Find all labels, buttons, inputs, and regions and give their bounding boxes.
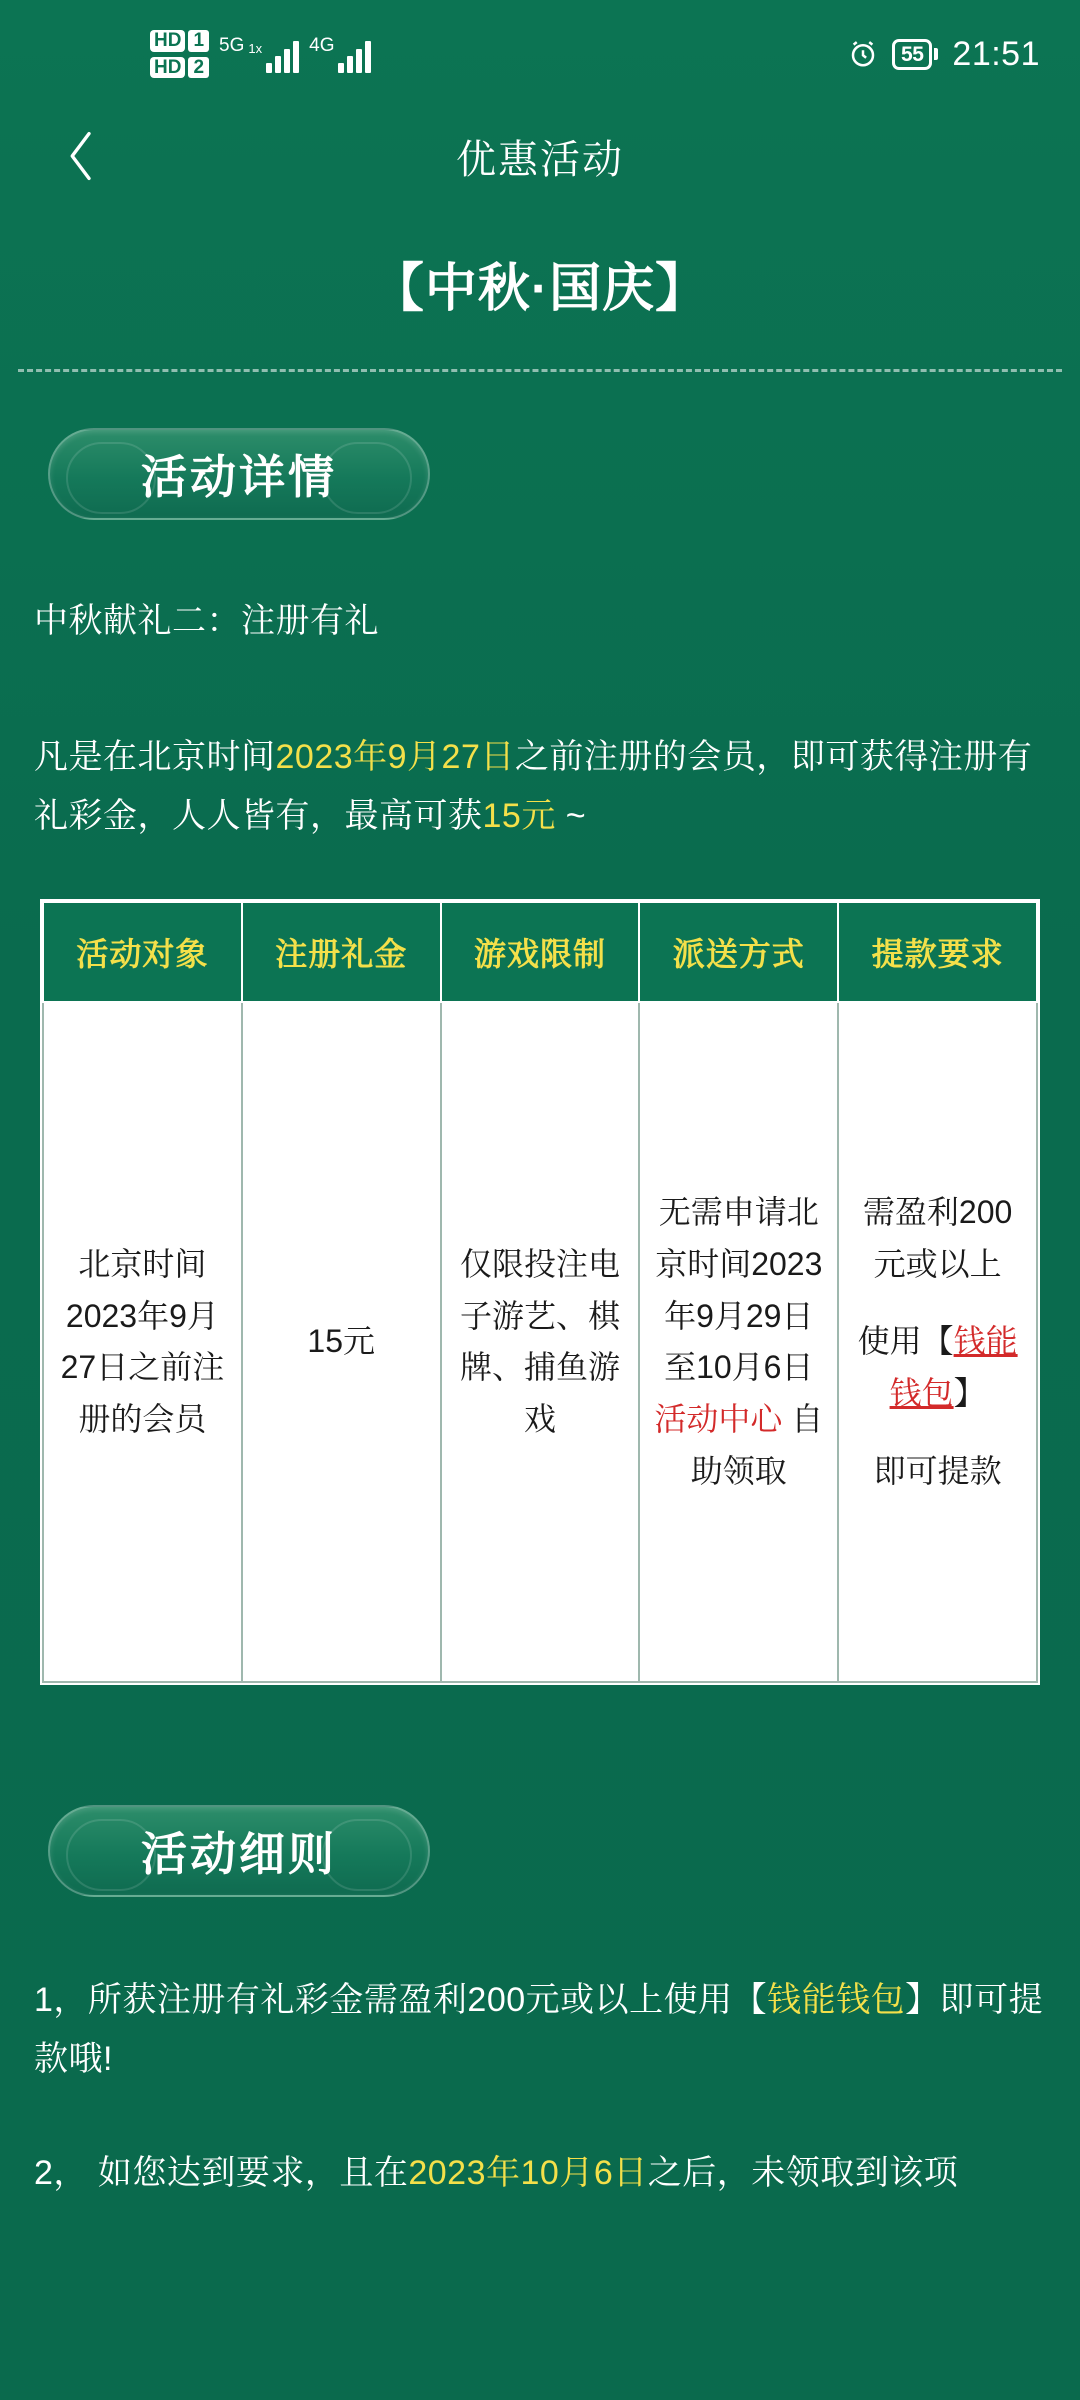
- cell-game-limit: 仅限投注电子游艺、棋牌、捕鱼游戏: [441, 1002, 640, 1682]
- hd-badge-1: [150, 30, 209, 52]
- detail-intro-part3: ~: [555, 796, 587, 835]
- page-title: 优惠活动: [456, 137, 624, 182]
- back-button[interactable]: [52, 126, 112, 186]
- promo-table: [40, 899, 1040, 1685]
- status-clock: 21:51: [952, 34, 1040, 73]
- detail-intro-amount: 15元: [482, 796, 556, 835]
- table-header-bonus: 注册礼金: [242, 902, 441, 1002]
- nav-bar: [0, 108, 1080, 204]
- section-header-rules: [48, 1805, 430, 1897]
- cell-withdraw-text4: 即可提款: [873, 1453, 1002, 1490]
- signal-group-2: [309, 36, 371, 73]
- rule-2-part1: 2， 如您达到要求，且在: [34, 2154, 409, 2193]
- detail-intro: [34, 728, 1046, 845]
- cell-delivery-text: 无需申请北京时间2023年9月29日至10月6日: [655, 1193, 823, 1386]
- hd-badge-2: [150, 57, 209, 79]
- rule-item-1: [34, 1971, 1046, 2088]
- battery-icon: [892, 39, 938, 70]
- detail-subtitle: 中秋献礼二：注册有礼: [34, 602, 379, 640]
- hd-number-1: 1: [188, 30, 209, 52]
- hd-label-2: HD: [150, 57, 185, 79]
- detail-intro-part2: 之前注册的会员，即可获得注册有礼彩金，人人皆有，最高可获: [34, 738, 1033, 835]
- signal-bars-icon-2: [338, 39, 371, 73]
- rule-1-wallet: 钱能钱包: [767, 1981, 906, 2020]
- rule-1-part1: 1，所获注册有礼彩金需盈利200元或以上使用【: [34, 1981, 768, 2020]
- rule-item-2: [34, 2144, 1046, 2202]
- alarm-clock-icon: [848, 39, 878, 69]
- status-bar: [0, 0, 1080, 108]
- cell-withdraw-text1: 需盈利200元或以上: [862, 1193, 1013, 1282]
- cell-delivery-text2: 自助领取: [690, 1401, 824, 1490]
- cell-withdraw-text2: 使用【: [857, 1323, 954, 1360]
- cell-delivery: [639, 1002, 838, 1682]
- network-type-2: 4G: [309, 34, 335, 56]
- chevron-left-icon: [65, 128, 99, 184]
- table-header-game-limit: 游戏限制: [441, 902, 640, 1002]
- cell-withdraw-text3: 】: [953, 1375, 986, 1412]
- status-right-group: [848, 35, 1040, 74]
- activity-center-link[interactable]: 活动中心: [654, 1401, 783, 1438]
- battery-level: 55: [892, 39, 932, 70]
- rules-list: [0, 1971, 1080, 2202]
- rule-2-date: 2023年10月6日: [408, 2154, 648, 2193]
- dashed-divider: [18, 369, 1062, 372]
- hd-number-2: 2: [188, 57, 209, 79]
- section-header-detail: [48, 428, 430, 520]
- battery-tip: [934, 48, 938, 60]
- cell-target: 北京时间2023年9月27日之前注册的会员: [43, 1002, 242, 1682]
- network-type-1: 5G: [219, 34, 245, 56]
- rule-1-part2: 】即可提款哦!: [34, 1981, 1044, 2078]
- signal-bars-icon-1: [266, 39, 299, 73]
- rule-2-part2: 之后，未领取到该项: [647, 2154, 959, 2193]
- hd-indicators: [150, 30, 209, 79]
- detail-intro-part1: 凡是在北京时间: [34, 738, 276, 777]
- section-header-detail-label: 活动详情: [141, 451, 337, 503]
- table-header-row: [43, 902, 1037, 1002]
- table-header-delivery: 派送方式: [639, 902, 838, 1002]
- cell-bonus: 15元: [242, 1002, 441, 1682]
- cell-spacer: [849, 1290, 1026, 1316]
- promo-title: 【中秋·国庆】: [371, 260, 709, 318]
- cell-spacer-2: [849, 1420, 1026, 1446]
- status-left-group: [150, 30, 371, 79]
- cell-withdraw: [838, 1002, 1037, 1682]
- table-header-target: 活动对象: [43, 902, 242, 1002]
- detail-intro-date: 2023年9月27日: [275, 738, 515, 777]
- table-header-withdraw: 提款要求: [838, 902, 1037, 1002]
- network-sub-1: 1x: [248, 40, 263, 56]
- wallet-link[interactable]: 钱能钱包: [889, 1323, 1018, 1412]
- section-header-rules-label: 活动细则: [141, 1828, 337, 1881]
- signal-group-1: [219, 36, 299, 73]
- hd-label-1: HD: [150, 30, 185, 52]
- table-row: [43, 1002, 1037, 1682]
